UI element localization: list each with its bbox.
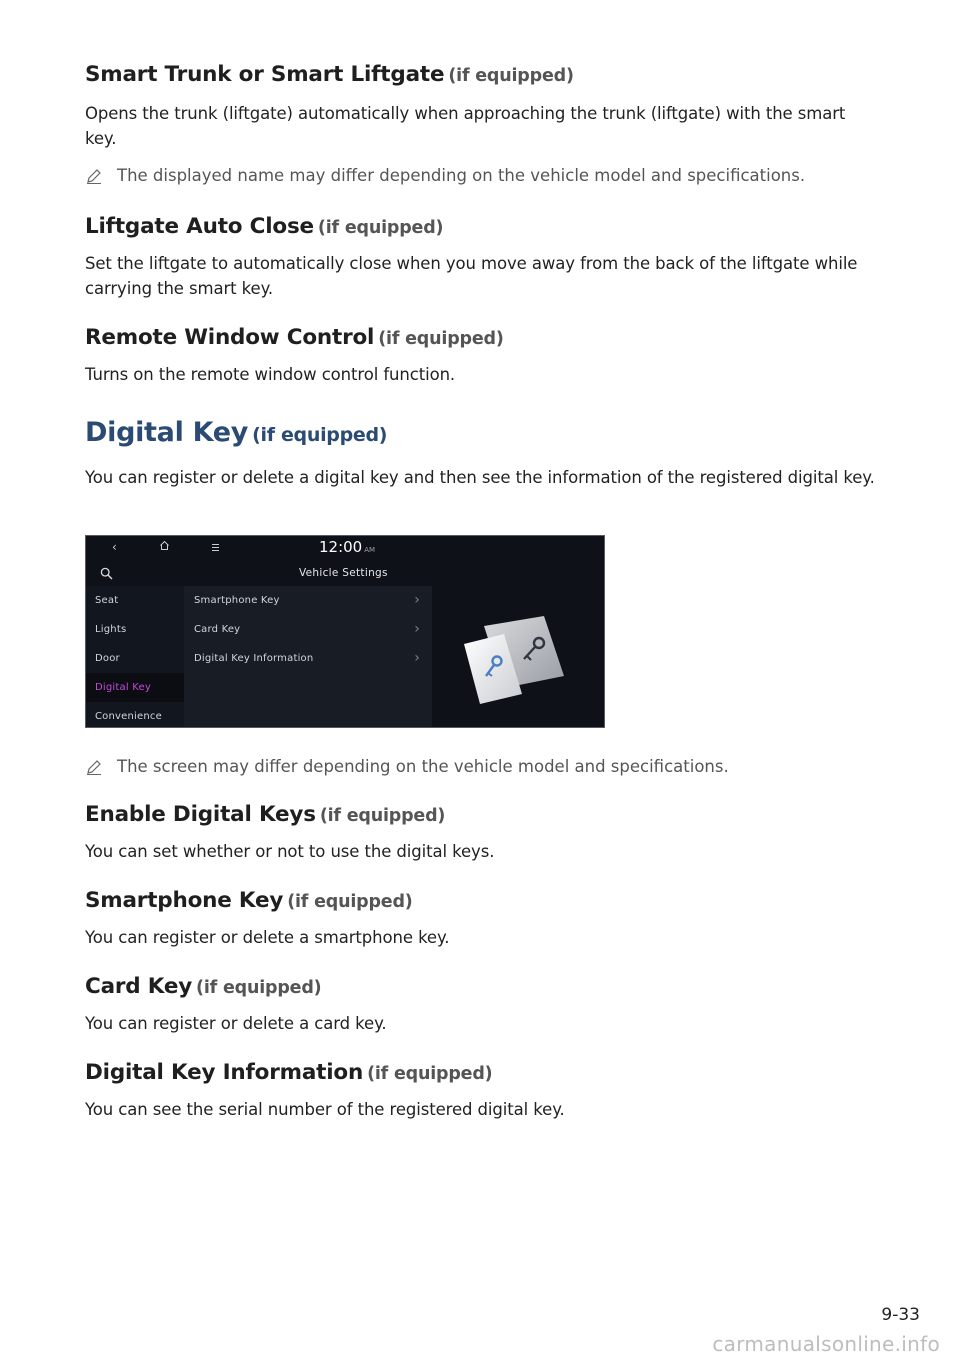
clock: 12:00 AM (319, 538, 376, 556)
if-equipped-label: (if equipped) (196, 978, 322, 998)
section-body: You can register or delete a digital key and then see the information of the registered digital key. (85, 468, 875, 487)
menu-item-label: Digital Key Information (194, 653, 314, 664)
section-title: Digital Key (if equipped) (85, 417, 388, 448)
sidebar-item-digital-key[interactable]: Digital Key (86, 673, 184, 702)
chevron-right-icon: › (414, 592, 420, 608)
home-icon[interactable] (159, 540, 170, 554)
section-smart-trunk (85, 60, 875, 188)
sidebar-item-door[interactable]: Door (95, 653, 120, 664)
section-digital-key-information (85, 1058, 565, 1122)
note (85, 164, 875, 188)
sidebar-item-convenience[interactable]: Convenience (95, 711, 162, 722)
menu-item-label: Smartphone Key (194, 595, 280, 606)
menu-item-label: Card Key (194, 624, 241, 635)
if-equipped-label: (if equipped) (317, 218, 444, 238)
menu-icon[interactable] (210, 541, 220, 555)
section-liftgate-auto-close (85, 212, 885, 301)
if-equipped-label: (if equipped) (287, 892, 413, 912)
screen-title: Vehicle Settings (299, 567, 388, 579)
back-icon[interactable]: ‹ (112, 540, 117, 554)
section-body: Opens the trunk (liftgate) automatically when approaching the trunk (liftgate) with the smart key. (85, 104, 846, 148)
section-body: You can set whether or not to use the digital keys. (85, 842, 495, 861)
sidebar-item-seat[interactable]: Seat (95, 595, 119, 606)
vehicle-settings-screenshot (85, 535, 605, 728)
section-smartphone-key (85, 886, 449, 950)
section-title: Smartphone Key (if equipped) (85, 888, 413, 913)
menu-item-smartphone-key[interactable] (184, 586, 432, 615)
section-body: You can see the serial number of the registered digital key. (85, 1100, 565, 1119)
if-equipped-label: (if equipped) (367, 1064, 493, 1084)
section-title: Card Key (if equipped) (85, 974, 322, 999)
settings-sidebar (86, 586, 184, 727)
page-number: 9-33 (881, 1305, 920, 1325)
pencil-note-icon (85, 755, 117, 779)
section-title: Remote Window Control (if equipped) (85, 325, 504, 350)
note-text: The displayed name may differ depending on the vehicle model and specifications. (117, 166, 806, 185)
if-equipped-label: (if equipped) (448, 66, 574, 86)
section-title: Smart Trunk or Smart Liftgate (if equipped) (85, 62, 574, 87)
section-title: Enable Digital Keys (if equipped) (85, 802, 446, 827)
section-title: Digital Key Information (if equipped) (85, 1060, 493, 1085)
section-remote-window-control (85, 323, 504, 387)
screen-top-bar (86, 536, 604, 560)
settings-menu (184, 586, 432, 727)
section-digital-key (85, 414, 875, 490)
digital-key-cards-illustration (454, 616, 574, 710)
search-icon[interactable] (100, 565, 113, 584)
if-equipped-label: (if equipped) (319, 806, 446, 826)
section-card-key (85, 972, 387, 1036)
section-title: Liftgate Auto Close (if equipped) (85, 214, 444, 239)
sidebar-item-lights[interactable]: Lights (95, 624, 127, 635)
note-text: The screen may differ depending on the vehicle model and specifications. (117, 757, 729, 776)
section-body: You can register or delete a smartphone key. (85, 928, 450, 947)
chevron-right-icon: › (414, 621, 420, 637)
note (85, 755, 729, 779)
if-equipped-label: (if equipped) (252, 424, 388, 446)
menu-item-card-key[interactable] (184, 615, 432, 644)
pencil-note-icon (85, 164, 117, 188)
chevron-right-icon: › (414, 650, 420, 666)
section-body: You can register or delete a card key. (85, 1014, 387, 1033)
watermark: carmanualsonline.info (712, 1332, 940, 1356)
if-equipped-label: (if equipped) (378, 329, 504, 349)
menu-item-digital-key-information[interactable] (184, 644, 432, 673)
section-body: Set the liftgate to automatically close when you move away from the back of the liftgate while carrying the smart key. (85, 254, 858, 298)
section-enable-digital-keys (85, 800, 494, 864)
section-body: Turns on the remote window control function. (85, 365, 456, 384)
